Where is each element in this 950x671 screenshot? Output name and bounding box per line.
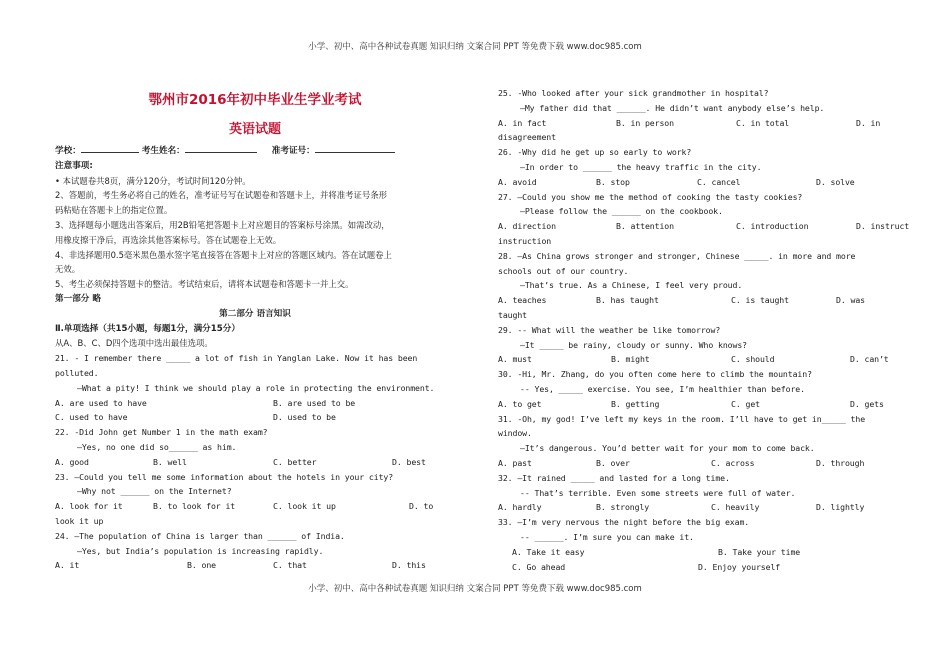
number-blank[interactable] [315,143,395,153]
question-dialogue: —It _____ be rainy, cloudy or sunny. Who knows? [520,339,747,350]
options-row [498,293,898,308]
question-30 [498,367,898,411]
option-c[interactable]: C. cancel [697,176,741,187]
option-b[interactable]: B. attention [616,221,674,232]
question-dialogue: —Please follow the ______ on the cookbook. [520,206,723,217]
question-stem: 26. -Why did he get up so early to work? [498,147,692,158]
options-row [55,558,455,573]
option-c[interactable]: C. look it up [273,501,336,512]
question-26 [498,145,898,189]
question-stem: window. [498,428,532,439]
option-a[interactable]: A. are used to have [55,397,147,408]
option-b[interactable]: B. one [187,560,216,571]
option-a[interactable]: A. in fact [498,117,547,128]
question-dialogue: —My father did that ______. He didn’t want anybody else’s help. [520,102,825,113]
option-c[interactable]: C. better [273,456,317,467]
options-row [498,116,898,131]
option-d[interactable]: D. Enjoy yourself [698,561,781,572]
option-b[interactable]: B. might [611,354,650,365]
options-row [498,545,898,560]
option-c[interactable]: C. that [273,560,307,571]
options-row [498,560,898,575]
question-stem: 27. —Could you show me the method of cooking the tasty cookies? [498,191,803,202]
question-stem: 32. —It rained _____ and lasted for a long time. [498,472,730,483]
options-row [55,410,455,425]
option-d-continued: instruction [498,235,552,246]
right-column [498,86,910,574]
subject-title: 英语试题 [228,122,281,137]
option-b[interactable]: B. strongly [596,502,650,513]
question-21 [55,351,455,425]
note-line: 码粘贴在答题卡上的指定位置。 [55,205,173,216]
question-29 [498,323,898,367]
options-row [55,455,455,470]
question-24 [55,529,455,573]
option-b[interactable]: B. well [153,456,187,467]
question-dialogue: -- ______. I’m sure you can make it. [520,531,694,542]
question-dialogue: —Why not ______ on the Internet? [77,486,232,497]
question-dialogue: -- Yes, _____ exercise. You see, I’m healthier than before. [520,383,805,394]
options-row [498,456,898,471]
option-d-continued: disagreement [498,132,556,143]
name-blank[interactable] [185,143,257,153]
options-row [55,499,455,514]
question-stem: polluted. [55,367,99,378]
question-stem: 31. -Oh, my god! I’ve left my keys in the room. I’ll have to get in_____ the [498,413,866,424]
options-row [498,500,898,515]
option-b[interactable]: B. getting [611,398,660,409]
question-25 [498,86,898,145]
option-a[interactable]: A. avoid [498,176,537,187]
question-stem: 29. -- What will the weather be like tomorrow? [498,324,721,335]
option-d[interactable]: D. best [392,456,426,467]
option-a[interactable]: A. to get [498,398,542,409]
number-label: 准考证号： [271,146,315,156]
option-a[interactable]: A. look for it [55,501,123,512]
question-28 [498,249,898,323]
option-d-continued: look it up [55,515,104,526]
option-c[interactable]: C. Go ahead [512,561,566,572]
question-stem: 23. —Could you tell me some information about the hotels in your city? [55,471,394,482]
question-dialogue: —In order to ______ the heavy traffic in the city. [520,161,762,172]
option-b[interactable]: B. stop [596,176,630,187]
option-c[interactable]: C. heavily [711,502,760,513]
options-row [498,175,898,190]
question-23 [55,470,455,529]
student-info-line [55,143,455,159]
option-c[interactable]: C. in total [736,117,790,128]
question-stem: schools out of our country. [498,265,629,276]
option-d[interactable]: D. can’t [850,354,889,365]
section-heading: Ⅱ.单项选择（共15小题，每题1分，满分15分） [55,323,240,334]
options-row [498,352,898,367]
question-dialogue: —What a pity! I think we should play a role in protecting the environment. [77,382,435,393]
note-line: 3、选择题每小题选出答案后，用2B铅笔把答题卡上对应题目的答案标号涂黑。如需改动， [55,219,390,230]
question-stem: 25. -Who looked after your sick grandmother in hospital? [498,88,769,98]
option-d[interactable]: D. used to be [273,412,336,423]
note-line: 用橡皮擦干净后，再选涂其他答案标号。答在试题卷上无效。 [55,234,282,245]
options-row [498,397,898,412]
question-stem: 30. -Hi, Mr. Zhang, do you often come here to climb the mountain? [498,369,812,380]
exam-title: 鄂州市2016年初中毕业生学业考试 [148,92,362,108]
section-instructions: 从A、B、C、D四个选项中选出最佳选项。 [55,338,213,349]
question-dialogue: —It’s dangerous. You’d better wait for your mom to come back. [520,443,815,454]
option-a[interactable]: A. good [55,456,89,467]
page-footer: 小学、初中、高中各种试卷真题 知识归纳 文案合同 PPT 等免费下载 www.doc985.com [308,584,642,594]
note-line: • 本试题卷共8页，满分120分，考试时间120分钟。 [55,175,251,186]
school-blank[interactable] [81,143,139,153]
note-line: 2、答题前，考生务必将自己的姓名，准考证号写在试题卷和答题卡上，并将准考证号条形 [55,190,387,201]
option-b[interactable]: B. Take your time [718,546,801,557]
options-row [55,396,455,411]
question-dialogue: —Yes, no one did so______ as him. [77,441,237,452]
left-column [55,90,455,573]
notes-title: 注意事项: [55,160,93,171]
option-b[interactable]: B. to look for it [153,501,236,512]
question-dialogue: —Yes, but India’s population is increasing rapidly. [77,545,324,556]
note-line: 4、非选择题用0.5毫米黑色墨水签字笔直接答在答题卡上对应的答题区域内。答在试题卷上 [55,249,392,260]
option-a[interactable]: A. direction [498,221,556,232]
note-line: 5、考生必须保持答题卡的整洁。考试结束后，请将本试题卷和答题卡一并上交。 [55,279,354,290]
option-d[interactable]: D. to [409,501,434,512]
question-dialogue: —That’s true. As a Chinese, I feel very proud. [520,280,743,291]
option-d[interactable]: D. lightly [816,502,865,513]
notes-list [55,174,455,292]
option-d[interactable]: D. through [816,457,865,468]
question-32 [498,471,898,515]
option-a[interactable]: A. it [55,560,80,571]
question-27 [498,190,910,249]
option-c[interactable]: C. across [711,457,755,468]
option-a[interactable]: A. past [498,457,532,468]
option-d[interactable]: D. instruct [856,221,910,232]
option-b[interactable]: B. over [596,457,630,468]
part2-heading: 第二部分 语言知识 [219,308,291,319]
school-label: 学校： [55,146,81,156]
question-dialogue: -- That’s terrible. Even some streets were full of water. [520,487,796,498]
option-b[interactable]: B. are used to be [273,397,356,408]
option-c[interactable]: C. get [731,398,760,409]
options-row [498,219,910,234]
question-22 [55,425,455,469]
question-33 [498,515,898,574]
option-a[interactable]: A. teaches [498,295,547,306]
part1-heading: 第一部分 略 [55,293,101,304]
question-31 [498,412,898,471]
question-stem: 21. - I remember there _____ a lot of fish in Yanglan Lake. Now it has been [55,353,418,364]
name-label: 考生姓名： [141,146,185,156]
option-c[interactable]: C. introduction [736,221,809,232]
option-c[interactable]: C. used to have [55,412,128,423]
question-stem: 28. —As China grows stronger and stronger, Chinese _____. in more and more [498,250,856,261]
option-b[interactable]: B. has taught [596,295,659,306]
option-d[interactable]: D. gets [850,398,884,409]
option-a[interactable]: A. must [498,354,532,365]
option-d-continued: taught [498,309,527,320]
option-b[interactable]: B. in person [616,117,674,128]
note-line: 无效。 [55,264,81,275]
option-d[interactable]: D. solve [816,176,855,187]
option-d[interactable]: D. in [856,117,881,128]
option-a[interactable]: A. Take it easy [512,546,585,557]
option-d[interactable]: D. was [836,295,865,306]
option-a[interactable]: A. hardly [498,502,542,513]
page-header: 小学、初中、高中各种试卷真题 知识归纳 文案合同 PPT 等免费下载 www.doc985.com [308,42,642,52]
question-stem: 22. -Did John get Number 1 in the math exam? [55,427,268,438]
option-c[interactable]: C. is taught [731,295,789,306]
question-stem: 24. —The population of China is larger than ______ of India. [55,530,345,541]
option-c[interactable]: C. should [731,354,775,365]
question-stem: 33. —I’m very nervous the night before the big exam. [498,517,750,528]
option-d[interactable]: D. this [392,560,426,571]
